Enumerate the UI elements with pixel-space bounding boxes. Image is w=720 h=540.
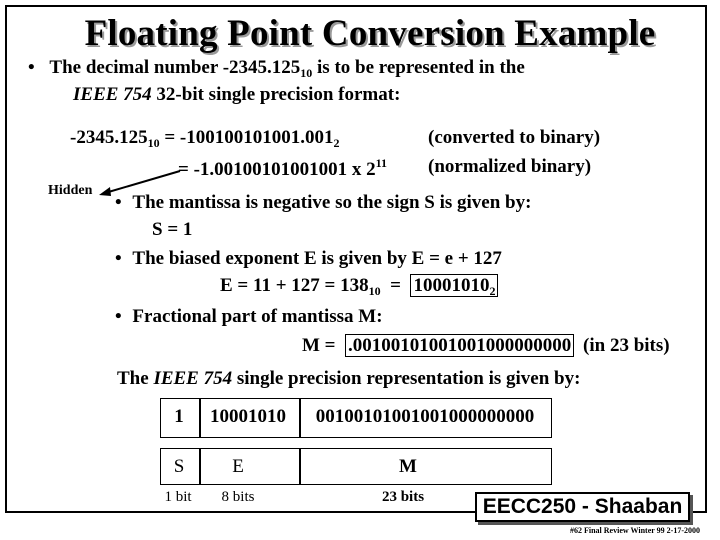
mant-note: (in 23 bits) <box>583 335 670 356</box>
step-bullet: • <box>115 248 122 269</box>
width-exponent: 8 bits <box>221 489 255 505</box>
footer-note: #62 Final Review Winter 99 2-17-2000 <box>570 526 700 535</box>
field-exponent: E <box>232 456 244 477</box>
hidden-label: Hidden <box>48 183 93 198</box>
step-exp-calc <box>220 275 498 299</box>
conv-lhs-sub: 10 <box>147 136 160 150</box>
bit-mantissa: 00100101001001000000000 <box>315 406 535 427</box>
conv-note-binary: (converted to binary) <box>428 127 601 148</box>
step-mantissa <box>115 306 383 328</box>
conv-lhs: -2345.125 <box>70 127 148 148</box>
width-mantissa: 23 bits <box>381 489 425 505</box>
rep-text-ieee: IEEE 754 <box>153 368 233 389</box>
conv-exp-sup: 11 <box>375 156 387 170</box>
course-logo: EECC250 - Shaaban <box>475 492 690 522</box>
width-sign: 1 bit <box>164 489 192 505</box>
slide-title: Floating Point Conversion Example <box>84 13 656 54</box>
step-sign <box>115 192 531 214</box>
bit-sign: 1 <box>174 406 184 427</box>
mant-prefix: M = <box>302 335 346 356</box>
exp-calc-sub: 10 <box>368 284 381 298</box>
conversion-line-1 <box>70 127 339 151</box>
bit-exponent: 10001010 <box>210 406 286 427</box>
intro-text-tail: is to be represented in the <box>312 57 525 78</box>
field-mantissa: M <box>399 456 417 477</box>
rep-text-b: single precision representation is given by: <box>232 368 581 389</box>
conv-binary-sub: 2 <box>333 136 340 150</box>
step-exponent <box>115 248 502 270</box>
rep-text-a: The <box>117 368 154 389</box>
representation-text <box>117 368 580 390</box>
conv-note-normalized: (normalized binary) <box>428 156 592 177</box>
step-sign-value: S = 1 <box>152 219 193 240</box>
mant-value-box: .00100101001001000000000 <box>345 334 574 357</box>
intro-bullet: • <box>28 57 35 78</box>
intro-line-2 <box>73 84 400 106</box>
exp-calc: E = 11 + 127 = 138 <box>220 275 369 296</box>
step-bullet: • <box>115 306 122 327</box>
step-bullet: • <box>115 192 122 213</box>
step-mant-text: Fractional part of mantissa M: <box>132 306 383 327</box>
exp-binary: 10001010 <box>413 275 490 296</box>
intro-line-1 <box>28 57 525 81</box>
conv-binary: = -100100101001.001 <box>159 127 334 148</box>
intro-format: 32-bit single precision format: <box>151 84 401 105</box>
step-mant-value <box>302 335 670 357</box>
step-sign-text: The mantissa is negative so the sign S is given by: <box>132 192 532 213</box>
conversion-line-2 <box>178 156 387 181</box>
exp-binary-sub: 2 <box>489 284 496 298</box>
step-exp-text: The biased exponent E is given by E = e + 127 <box>132 248 502 269</box>
exp-binary-box <box>410 274 498 297</box>
field-sign: S <box>173 456 185 477</box>
exp-eq: = <box>380 275 411 296</box>
intro-text-1: The decimal number -2345.125 <box>49 57 301 78</box>
conv-normalized: = -1.00100101001001 x 2 <box>178 159 376 180</box>
intro-ieee: IEEE 754 <box>73 84 152 105</box>
intro-sub: 10 <box>300 66 313 80</box>
